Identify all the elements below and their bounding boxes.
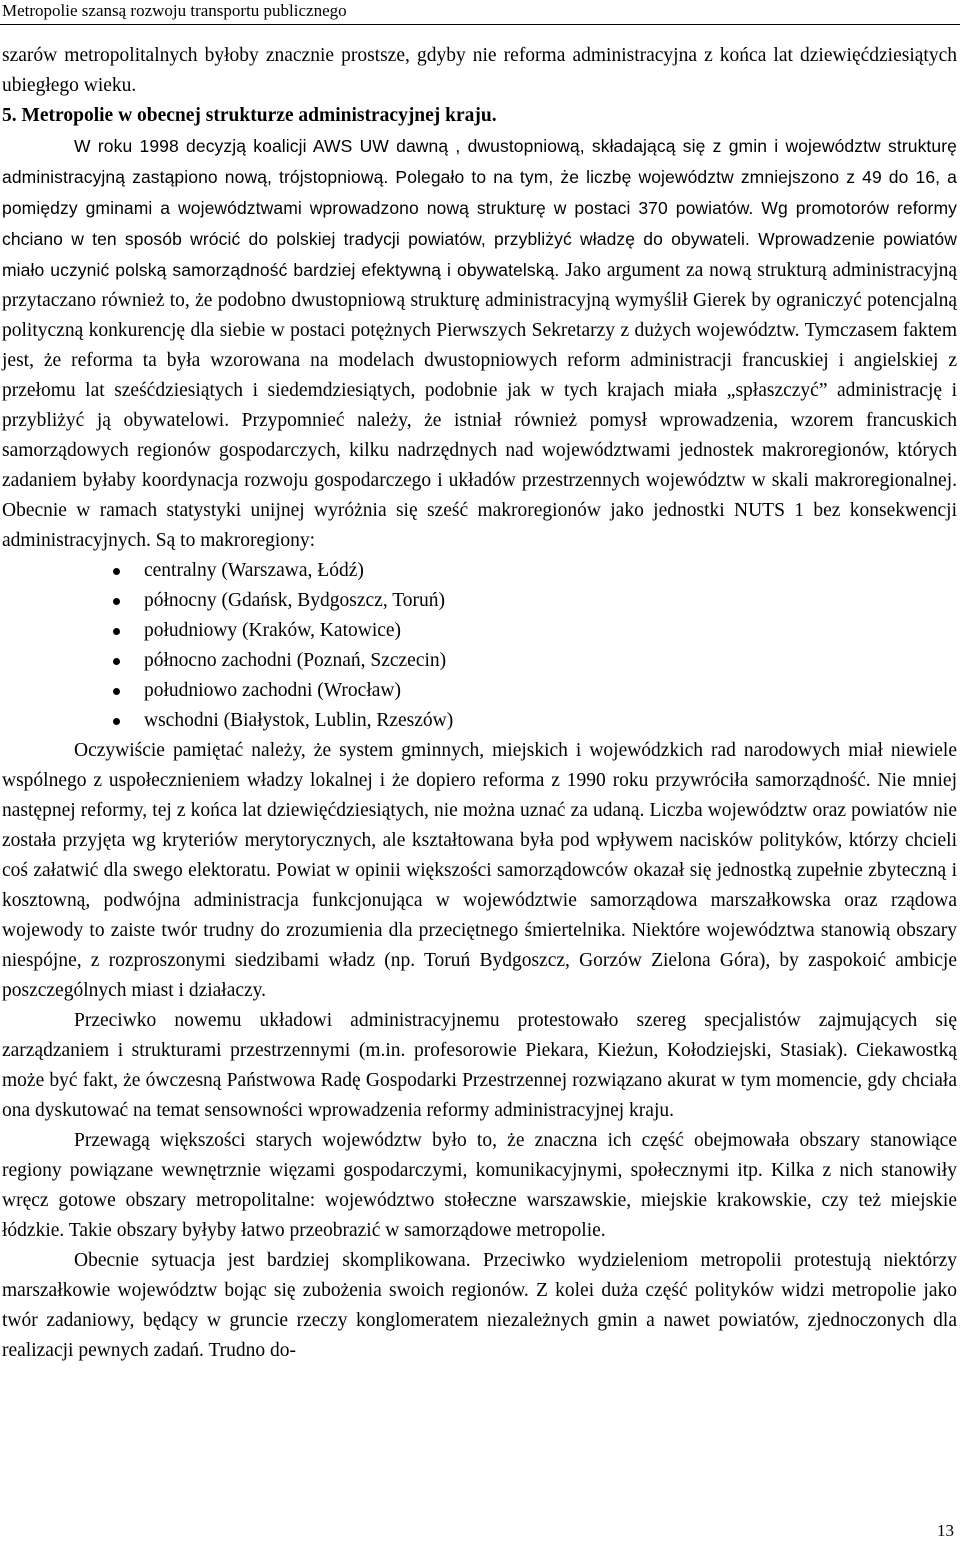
bullet-icon — [113, 718, 120, 725]
list-item — [2, 616, 957, 646]
paragraph-gmina-system: Oczywiście pamiętać należy, że system gminnych, miejskich i wojewódzkich rad narodowych miał niewiele wspólnego z uspołecznieniem władzy lokalnej i że dopiero reforma z 1990 roku przywróciła samorządność. Nie mniej następnej reformy, tej z końca lat dziewięćdziesiątych, nie można uznać za udaną. Liczba województw oraz powiatów nie została przyjęta wg kryteriów merytorycznych, ale kształtowana była pod wpływem nacisków polityków, którzy chcieli coś załatwić dla swego elektoratu. Powiat w opinii większości samorządowców okazał się jednostką zupełnie zbyteczną i kosztowną, podwójna administracja funkcjonująca w województwie samorządowa marszałkowska oraz rządowa wojewody to zaiste twór trudny do zrozumienia dla przeciętnego śmiertelnika. Niektóre województwa stanowią obszary niespójne, z rozproszonymi siedzibami władz (np. Toruń Bydgoszcz, Gorzów Zielona Góra), by zaspokoić ambicje poszczególnych miast i działaczy. — [2, 740, 957, 1001]
list-item — [2, 586, 957, 616]
list-item-label: północno zachodni (Poznań, Szczecin) — [144, 650, 447, 671]
bullet-icon — [113, 688, 120, 695]
header-rule — [0, 24, 960, 25]
paragraph-old-voivodeships: Przewagą większości starych województw było to, że znaczna ich część obejmowała obszary stanowiące regiony powiązane wewnętrznie więzami gospodarczymi, komunikacyjnymi, społecznymi itp. Kilka z nich stanowiły wręcz gotowe obszary metropolitalne: województwo stołeczne warszawskie, miejskie krakowskie, czy też miejskie łódzkie. Takie obszary byłyby łatwo przeobrazić w samorządowe metropolie. — [2, 1130, 957, 1241]
list-item — [2, 676, 957, 706]
document-body — [2, 41, 957, 1366]
bullet-icon — [113, 628, 120, 635]
list-item-label: południowo zachodni (Wrocław) — [144, 680, 401, 701]
bullet-icon — [113, 598, 120, 605]
list-item-label: północny (Gdańsk, Bydgoszcz, Toruń) — [144, 590, 446, 611]
page-number: 13 — [937, 1521, 954, 1540]
list-item — [2, 646, 957, 676]
list-item-label: południowy (Kraków, Katowice) — [144, 620, 402, 641]
list-item-label: centralny (Warszawa, Łódź) — [144, 560, 364, 581]
running-header: Metropolie szansą rozwoju transportu publicznego — [2, 1, 347, 20]
paragraph-protests: Przeciwko nowemu układowi administracyjnemu protestowało szereg specjalistów zajmujących się zarządzaniem i strukturami przestrzennymi (m.in. profesorowie Piekara, Kieżun, Kołodziejski, Stasiak). Ciekawostką może być fakt, że ówczesną Państwowa Radę Gospodarki Przestrzennej rozwiązano akurat w tym momencie, gdy chciała ona dyskutować na temat sensowności wprowadzenia reformy administracyjnej kraju. — [2, 1010, 957, 1121]
macroregion-list — [2, 556, 957, 736]
list-item — [2, 556, 957, 586]
paragraph-current-situation: Obecnie sytuacja jest bardziej skomplikowana. Przeciwko wydzieleniom metropolii protestują niektórzy marszałkowie województw bojąc się zubożenia swoich regionów. Z kolei duża część polityków widzi metropolie jako twór zadaniowy, będący w gruncie rzeczy konglomeratem niezależnych gmin a nawet powiatów, zjednoczonych dla realizacji pewnych zadań. Trudno do- — [2, 1250, 957, 1361]
list-item — [2, 706, 957, 736]
section-heading: 5. Metropolie w obecnej strukturze administracyjnej kraju. — [2, 105, 497, 126]
list-item-label: wschodni (Białystok, Lublin, Rzeszów) — [144, 710, 454, 731]
paragraph-reform-1998-sans: W roku 1998 decyzją koalicji AWS UW dawną , dwustopniową, składającą się z gmin i województw strukturę administracyjną zastąpiono nową, trójstopniową. Polegało to na tym, że liczbę województw zmniejszono z 49 do 16, a pomiędzy gminami a województwami wprowadzono nową strukturę w postaci 370 powiatów. Wg promotorów reformy chciano w ten sposób wrócić do polskiej tradycji powiatów, przybliżyć władzę do obywateli. Wprowadzenie powiatów miało uczynić polską samorządność bardziej efektywną i obywatelską. — [2, 136, 957, 280]
paragraph-reform-1998-serif: Jako argument za nową strukturą administracyjną przytaczano również to, że podobno dwustopniową strukturę administracyjną wymyślił Gierek by ograniczyć potencjalną polityczną konkurencję dla siebie w postaci potężnych Pierwszych Sekretarzy z dużych województw. Tymczasem faktem jest, że reforma ta była wzorowana na modelach dwustopniowych reform administracji francuskiej i angielskiej z przełomu lat sześćdziesiątych i siedemdziesiątych, podobnie jak w tych krajach miała „spłaszczyć” administrację i przybliżyć ją obywatelowi. Przypomnieć należy, że istniał również pomysł wprowadzenia, wzorem francuskich samorządowych regionów gospodarczych, kilku nadrzędnych nad województwami jednostek makroregionów, których zadaniem byłaby koordynacja rozwoju gospodarczego i układów przestrzennych województw w skali makroregionalnej. Obecnie w ramach statystyki unijnej wyróżnia się sześć makroregionów jako jednostki NUTS 1 bez konsekwencji administracyjnych. Są to makroregiony: — [2, 260, 958, 551]
bullet-icon — [113, 568, 120, 575]
paragraph-reform-1998 — [2, 131, 957, 556]
bullet-icon — [113, 658, 120, 665]
paragraph-continued: szarów metropolitalnych byłoby znacznie prostsze, gdyby nie reforma administracyjna z końca lat dziewięćdziesiątych ubiegłego wieku. — [2, 45, 957, 96]
